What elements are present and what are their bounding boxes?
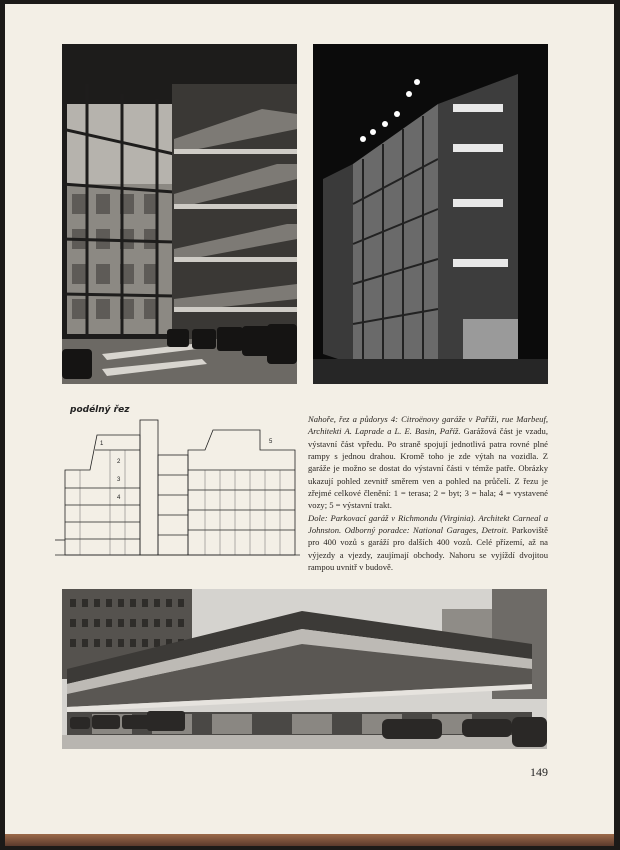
section-number-5: 5	[269, 439, 273, 445]
page-number: 149	[530, 765, 548, 779]
section-number-2: 2	[117, 459, 121, 465]
caption-part1-title: Nahoře, řez a půdorys 4: Citroënovy garáže v Paříži, rue Marbeuf, Architekti A. Laprade a L. E. Basin, Paříž.	[308, 414, 548, 437]
section-number-1: 1	[100, 441, 104, 447]
caption-text	[308, 413, 548, 573]
caption-part2-title: Dole: Parkovací garáž v Richmondu (Virginia). Architekt Carneal a Johnston. Odborný poradce: National Garages, Detroit.	[308, 512, 548, 536]
photo-garage-interior	[62, 44, 297, 384]
book-cover-edge	[5, 834, 614, 846]
section-number-3: 3	[117, 477, 121, 483]
photo-garage-facade-night	[313, 44, 548, 384]
caption-part1-body: Garážová část je vzadu, výstavní část vpředu. Po straně spojují jednotlivá patra rovné plné rampy s jednou drahou. Kromě toho je zde výtah na vozidla. Z garáže je možno se dostat do výstavní části v témže patře. Obrázky ukazují pohled zevnitř směrem ven a pohled na průčelí. Z řezu je zřejmé celkové členění: 1 = terasa; 2 = byt; 3 = hala; 4 = vystavené vozy; 5 = výstavní trakt.	[308, 426, 548, 511]
longitudinal-section-drawing	[55, 415, 300, 565]
section-number-4: 4	[117, 495, 121, 501]
caption-part2-body: Parkoviště pro 400 vozů s garáží pro dalších 400 vozů. Celé přízemí, až na výjezdy a vjezdy, zaujímají obchody. Nahoru se vyjíždí dvojitou rampou uvnitř v budově.	[308, 525, 548, 573]
section-drawing-label: podélný řez	[70, 405, 130, 415]
photo-richmond-parking-garage	[62, 589, 547, 749]
